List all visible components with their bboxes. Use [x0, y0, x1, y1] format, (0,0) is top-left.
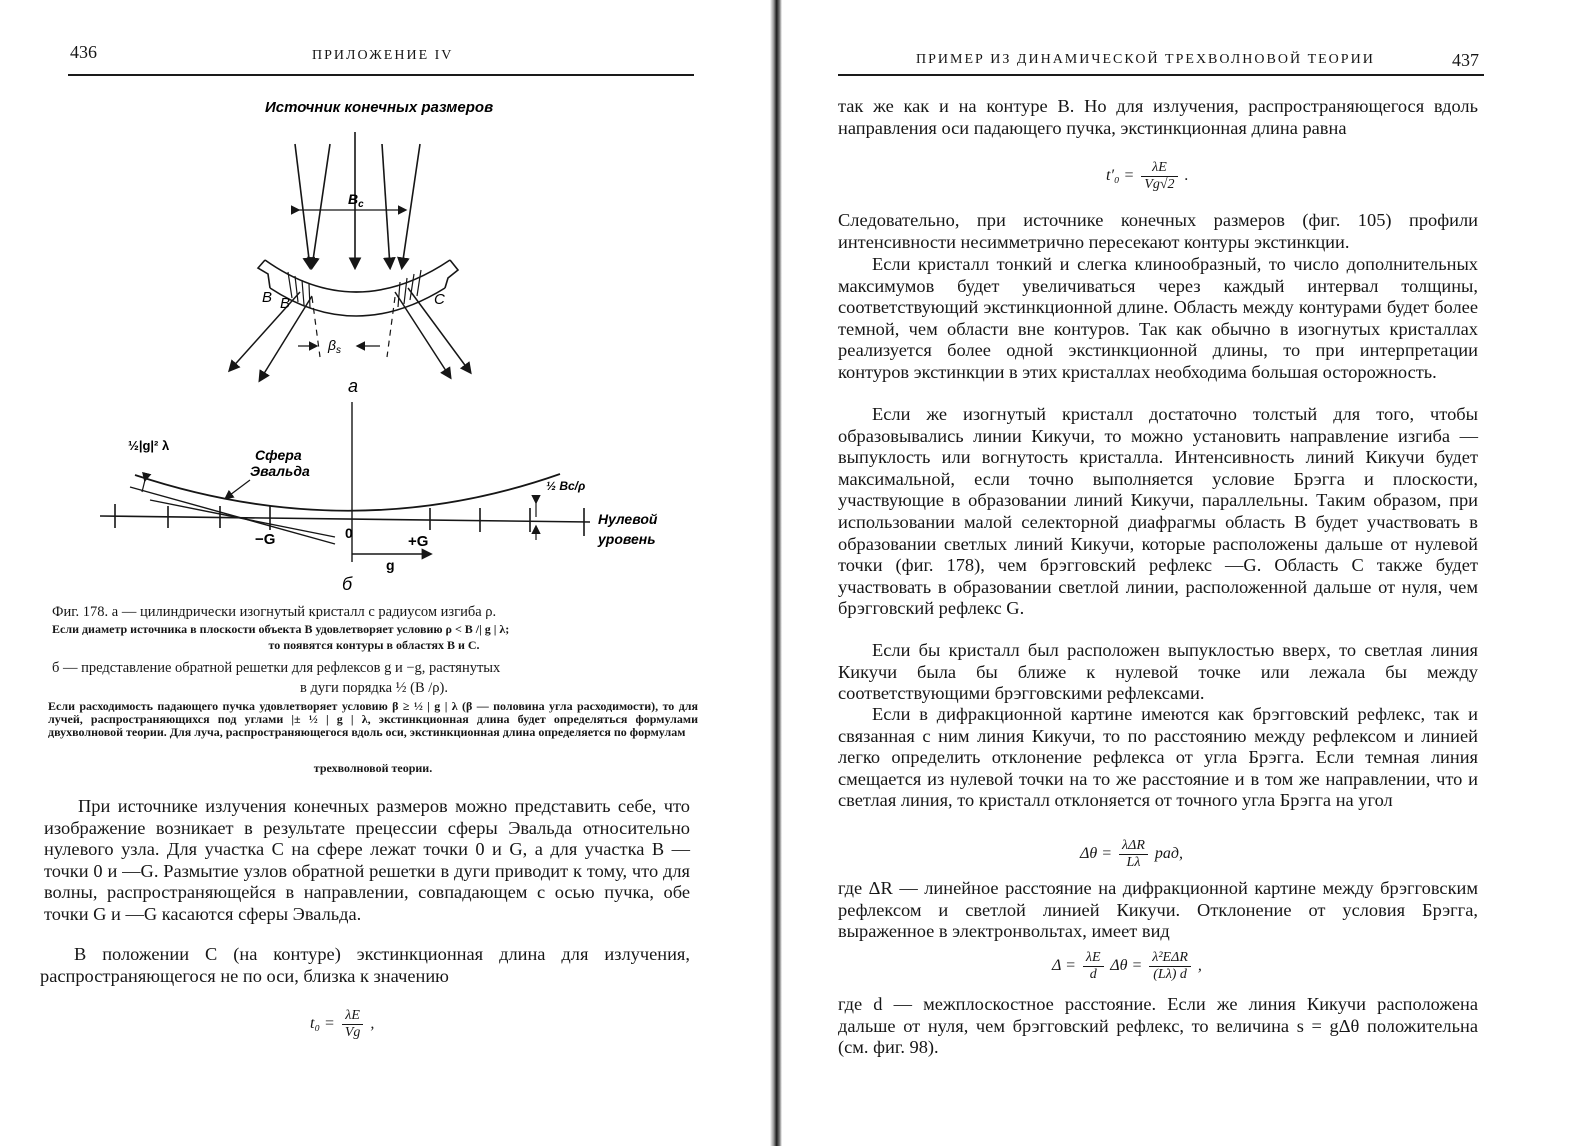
left-page — [0, 0, 780, 1146]
formula-delta-theta — [1080, 838, 1183, 871]
right-page-number: 437 — [1452, 50, 1479, 70]
figure-caption-line-3: то появятся контуры в областях B и C. — [268, 638, 480, 652]
right-running-head: ПРИМЕР ИЗ ДИНАМИЧЕСКОЙ ТРЕХВОЛНОВОЙ ТЕОРИИ — [916, 52, 1375, 67]
formula-delta-den-2: (Lλ) d — [1153, 967, 1187, 982]
formula-delta-tail: , — [1197, 957, 1202, 975]
formula-delta-theta-lhs: Δθ = — [1080, 845, 1113, 863]
formula-t0 — [310, 1008, 374, 1041]
left-paragraph-2: В положении C (на контуре) экстинкционная длина для излучения, распространяющегося не по оси, близка к значению — [40, 944, 690, 986]
formula-delta-num-1: λE — [1083, 950, 1104, 967]
ewald-label-pointer — [226, 480, 250, 498]
formula-delta-theta-tail: рад, — [1154, 845, 1183, 863]
formula-t0-prime-num: λE — [1141, 160, 1177, 177]
zero-label: 0 — [345, 525, 353, 541]
figure-title: Источник конечных размеров — [265, 99, 494, 116]
formula-t0-lhs: t₀ = — [310, 1015, 335, 1033]
label-b1: B — [262, 289, 273, 306]
formula-delta-den-1: d — [1089, 967, 1097, 982]
figure-caption-line-1: Фиг. 178. а — цилиндрически изогнутый кристалл с радиусом изгиба ρ. — [52, 604, 497, 620]
formula-t0-den: Vg — [344, 1025, 361, 1040]
zero-level-label-1: Нулевой — [598, 511, 658, 527]
label-c: C — [434, 291, 445, 308]
right-paragraph-6: Если в дифракционной картине имеются как брэгговский рефлекс, так и связанная с ним линия Кикучи, то по расстоянию между рефлексом и линией легко определить отклонение рефлекса от угла Брэгга. Если темная линия смещается из нулевой точки на то же расстояние и в том же направлении, что и светлая линия, то кристалл отклоняется от точного угла Брэгга на угол — [838, 704, 1478, 811]
formula-delta-lhs: Δ = — [1052, 957, 1076, 975]
formula-delta-num-2: λ²EΔR — [1149, 950, 1191, 967]
formula-delta-theta-den: Lλ — [1126, 855, 1141, 870]
right-paragraph-5: Если бы кристалл был расположен выпуклостью вверх, то светлая линия Кикучи была бы ближе к нулевой точке или лежала бы между соответствующими брэгговскими рефлексами. — [838, 640, 1478, 704]
formula-delta-fraction-1 — [1083, 950, 1104, 983]
formula-delta-theta-num: λΔR — [1119, 838, 1148, 855]
left-header-rule — [68, 74, 694, 76]
figure-caption-note: Если расходимость падающего пучка удовлетворяет условию β ≥ ½ | g | λ (β — половина угла расходимости), то для лучей, распространяющихся под углами |± ½ | g | λ, экстинкционная длина будет определяться формулами двухволновой теории. Для луча, распространяющегося вдоль оси, экстинкционная длина определяется по формулам — [48, 699, 698, 739]
beam-axes — [312, 297, 395, 357]
formula-t0-prime-lhs: t′₀ = — [1106, 167, 1135, 185]
formula-delta-fraction-2 — [1149, 950, 1191, 983]
half-bc-rho-label: ½ Bc/ρ — [546, 479, 586, 493]
panel-a-label: а — [348, 376, 359, 396]
figure-caption-line-5: в дуги порядка ½ (B /ρ). — [300, 680, 448, 696]
figure-178 — [90, 92, 710, 592]
formula-delta-theta-fraction — [1119, 838, 1148, 871]
zero-level-line — [100, 516, 590, 522]
right-paragraph-8: где d — межплоскостное расстояние. Если же линия Кикучи расположена дальше от нуля, чем брэгговский рефлекс, то величина s = gΔθ положительна (см. фиг. 98). — [838, 994, 1478, 1058]
formula-t0-tail: , — [370, 1015, 375, 1033]
formula-t0-prime-tail: . — [1184, 167, 1189, 185]
right-paragraph-1: так же как и на контуре B. Но для излучения, распространяющегося вдоль направления оси падающего пучка, экстинкционная длина равна — [838, 96, 1478, 138]
zero-level-label-2: уровень — [598, 531, 656, 547]
g-lambda-label: ½|g|² λ — [128, 438, 170, 453]
right-paragraph-2: Следовательно, при источнике конечных размеров (фиг. 105) профили интенсивности несимметрично пересекают контуры экстинкции. — [838, 210, 1478, 252]
right-header-rule — [838, 74, 1484, 76]
plus-g-label: +G — [408, 533, 429, 550]
right-paragraph-3: Если кристалл тонкий и слегка клинообразный, то число дополнительных максимумов будет увеличиваться через каждый интервал толщины, соответствующий экстинкционной длине. Область между контурами будет более темной, чем области вне контуров. Так как обычно в изогнутых кристаллах реализуется более одной экстинкционной длины, то при интерпретации контуров экстинкции в этих кристаллах необходима большая осторожность. — [838, 254, 1478, 382]
formula-t0-prime-den: Vg√2 — [1144, 177, 1175, 192]
left-page-number: 436 — [70, 42, 97, 62]
minus-g-label: −G — [255, 531, 276, 548]
panel-b-label: б — [342, 574, 353, 592]
bc-label: $B_c$ — [348, 191, 364, 210]
figure-caption-line-2: Если диаметр источника в плоскости объекта B удовлетворяет условию ρ < B /| g | λ; — [52, 622, 510, 636]
formula-t0-num: λE — [342, 1008, 364, 1025]
formula-delta-mid: Δθ = — [1110, 957, 1143, 975]
ewald-sphere-label-1: Сфера — [255, 447, 302, 463]
tangent-line-1 — [130, 487, 335, 544]
right-page — [780, 0, 1571, 1146]
formula-t0-prime — [1106, 160, 1189, 193]
ewald-sphere-label-2: Эвальда — [250, 463, 310, 479]
g-vector-label: g — [386, 557, 395, 573]
formula-delta — [1052, 950, 1202, 983]
right-paragraph-7: где ΔR — линейное расстояние на дифракционной картине между брэгговским рефлексом и светлой линией Кикучи. Отклонение от условия Брэгга, выраженное в электронвольтах, имеет вид — [838, 878, 1478, 942]
right-paragraph-4: Если же изогнутый кристалл достаточно толстый для того, чтобы образовывались линии Кикучи, то можно установить направление изгиба — выпуклость или вогнутость кристалла. Интенсивность линий Кикучи будет максимальной, если точно выполняется условие Брэгга и плоскости, участвующие в образовании линий Кикучи, параллельны. Таким образом, при использовании малой селекторной диафрагмы область B будет участвовать в образовании светлых линий Кикучи, которые расположены дальше от нулевой точки (фиг. 178), чем брэгговский рефлекс —G. Область C также будет участвовать в образовании светлой линии, расположенной дальше от нуля, чем брэгговский рефлекс G. — [838, 404, 1478, 619]
ewald-sphere — [135, 474, 560, 511]
left-running-head: ПРИЛОЖЕНИЕ IV — [312, 48, 454, 63]
figure-caption-line-4: б — представление обратной решетки для рефлексов g и −g, растянутых — [52, 660, 501, 676]
beta-label: $\beta_s$ — [328, 337, 341, 356]
formula-t0-fraction — [342, 1008, 364, 1041]
label-b2: B — [280, 295, 291, 312]
formula-t0-prime-fraction — [1141, 160, 1177, 193]
left-paragraph-1: При источнике излучения конечных размеров можно представить себе, что изображение возникает в результате прецессии сферы Эвальда относительно нулевого узла. Для участка C на сфере лежат точки 0 и G, а для участка B — точки 0 и —G. Размытие узлов обратной решетки в дуги приводит к тому, что для волны, распространяющейся в направлении, совпадающем с осью пучка, обе точки G и —G касаются сферы Эвальда. — [44, 796, 690, 924]
figure-caption-note-end: трехволновой теории. — [313, 761, 433, 775]
